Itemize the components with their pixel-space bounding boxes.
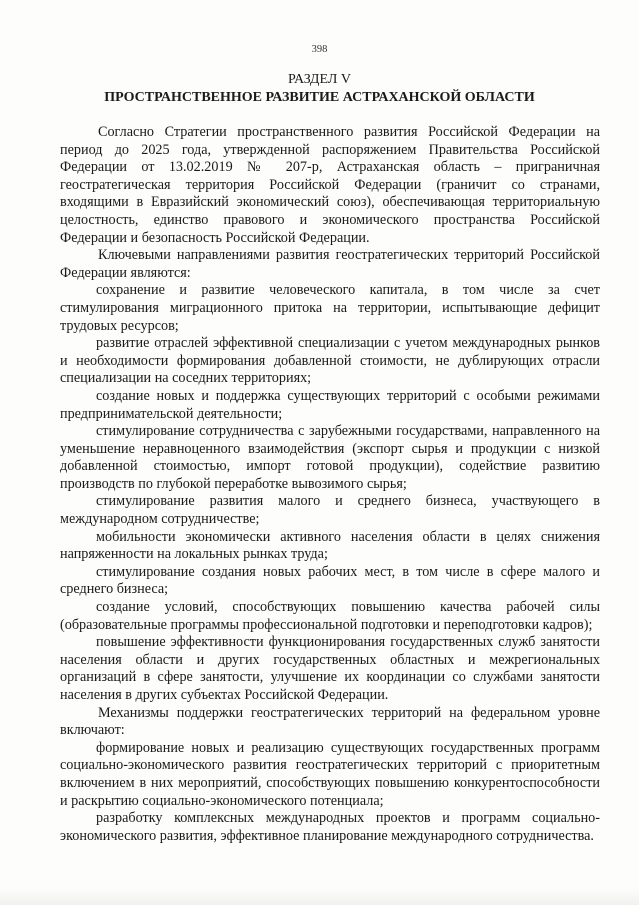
section-heading — [60, 71, 579, 107]
paragraph: Механизмы поддержки геостратегических территорий на федеральном уровне включают: — [60, 704, 600, 739]
page-number: 398 — [311, 44, 328, 55]
list-item: разработку комплексных международных проектов и программ социально-экономического развития, эффективное планирование международного сотрудничества. — [60, 810, 600, 844]
list-item: развитие отраслей эффективной специализации с учетом международных рынков и необходимости формирования добавленной стоимости, не дублирующих отрасли специализации на соседних территориях; — [60, 335, 600, 387]
section-title: ПРОСТРАНСТВЕННОЕ РАЗВИТИЕ АСТРАХАНСКОЙ ОБЛАСТИ — [104, 90, 535, 105]
list-item: мобильности экономически активного населения области в целях снижения напряженности на локальных рынках труда; — [60, 528, 600, 563]
scan-edge — [0, 888, 639, 905]
body-text — [60, 124, 600, 845]
paragraph: Ключевыми направлениями развития геостратегических территорий Российской Федерации являются: — [60, 247, 600, 281]
list-item: стимулирование сотрудничества с зарубежными государствами, направленного на уменьшение неравноценного взаимодействия (экспорт сырья и продукции с низкой добавленной стоимостью, импорт готовой продукции), содействие развитию производств по глубокой переработке вывозимого сырья; — [60, 423, 600, 492]
list-item: сохранение и развитие человеческого капитала, в том числе за счет стимулирования миграционного притока на территории, испытывающие дефицит трудовых ресурсов; — [60, 282, 600, 334]
list-item: стимулирование создания новых рабочих мест, в том числе в сфере малого и среднего бизнеса; — [60, 563, 600, 598]
section-label: РАЗДЕЛ V — [288, 72, 351, 87]
list-item: создание новых и поддержка существующих территорий с особыми режимами предпринимательской деятельности; — [60, 387, 600, 422]
paragraph: Согласно Стратегии пространственного развития Российской Федерации на период до 2025 года, утвержденной распоряжением Правительства Российской Федерации от 13.02.2019 № 207-р, Астраханская область – приграничная геостратегическая территория Российской Федерации (граничит со странами, входящими в Евразийский экономический союз), обеспечивающая территориальную целостность, единство правового и экономического пространства Российской Федерации и безопасность Российской Федерации. — [60, 124, 600, 246]
list-item: создание условий, способствующих повышению качества рабочей силы (образовательные программы профессиональной подготовки и переподготовки кадров); — [60, 599, 600, 633]
list-item: стимулирование развития малого и среднего бизнеса, участвующего в международном сотрудничестве; — [60, 493, 600, 528]
list-item: формирование новых и реализацию существующих государственных программ социально-экономического развития геостратегических территорий с приоритетным включением в них мероприятий, способствующих повышению конкурентоспособности и раскрытию социально-экономического потенциала; — [60, 739, 600, 809]
list-item: повышение эффективности функционирования государственных служб занятости населения области и других государственных областных и межрегиональных организаций в сфере занятости, улучшение их координации со службами занятости населения в других субъектах Российской Федерации. — [60, 634, 600, 703]
